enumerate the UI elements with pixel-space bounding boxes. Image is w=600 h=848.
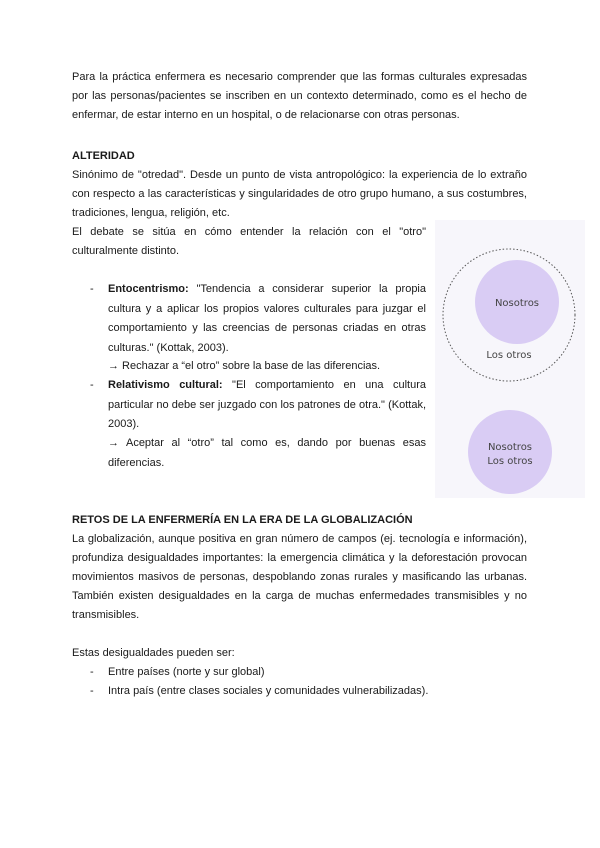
- los-otros-label: Los otros: [486, 350, 532, 361]
- alteridad-debate: El debate se sitúa en cómo entender la relación con el "otro" culturalmente distinto.: [72, 226, 426, 257]
- bullet-dash: -: [90, 666, 94, 678]
- merged-label-los-otros: Los otros: [487, 456, 533, 467]
- nosotros-label: Nosotros: [494, 298, 540, 309]
- bullet-dash: -: [90, 283, 94, 295]
- retos-heading: RETOS DE LA ENFERMERÍA EN LA ERA DE LA GLOBALIZACIÓN: [72, 514, 413, 526]
- arrow-note: → Aceptar al “otro” tal como es, dando por buenas esas diferencias.: [108, 437, 426, 469]
- term-definition: "Tendencia a considerar superior la propia cultura y a aplicar los propios valores culturales para juzgar el comportamiento y las creencias de personas criadas en otras culturas." (Kottak, 2003).: [108, 283, 426, 354]
- desigualdades-lead: Estas desigualdades pueden ser:: [72, 647, 235, 659]
- alteridad-definition: Sinónimo de "otredad". Desde un punto de vista antropológico: la experiencia de lo extraño con respecto a las características y singularidades de otro grupo humano, a sus costumbres, tradiciones, lengua, religión, etc.: [72, 169, 527, 219]
- list-item-etnocentrismo: [108, 280, 426, 358]
- diagram-svg: [435, 220, 585, 498]
- term-label: Entocentrismo:: [108, 283, 189, 295]
- list-item: Entre países (norte y sur global): [108, 666, 265, 678]
- term-label: Relativismo cultural:: [108, 379, 223, 391]
- retos-paragraph: La globalización, aunque positiva en gran número de campos (ej. tecnología e información), profundiza desigualdades importantes: la emergencia climática y la deforestación provocan movimientos masivos de personas, despoblando zonas rurales y masificando las urbanas. También existen desigualdades en la carga de muchas enfermedades transmisibles y no transmisibles.: [72, 533, 527, 621]
- list-item: Intra país (entre clases sociales y comunidades vulnerabilizadas).: [108, 685, 429, 697]
- arrow-note: → Rechazar a “el otro” sobre la base de las diferencias.: [108, 360, 381, 372]
- bullet-dash: -: [90, 685, 94, 697]
- alteridad-heading: ALTERIDAD: [72, 150, 135, 162]
- intro-paragraph: Para la práctica enfermera es necesario comprender que las formas culturales expresadas por las personas/pacientes se inscriben en un contexto determinado, como es el hecho de enfermar, de estar interno en un hospital, o de relacionarse con otras personas.: [72, 71, 527, 121]
- list-item-relativismo: [108, 376, 426, 435]
- bullet-dash: -: [90, 379, 94, 391]
- term-definition: "El comportamiento en una cultura particular no debe ser juzgado con los patrones de otra." (Kottak, 2003).: [108, 379, 426, 431]
- merged-label-nosotros: Nosotros: [487, 442, 533, 453]
- otredad-diagram: [435, 220, 585, 498]
